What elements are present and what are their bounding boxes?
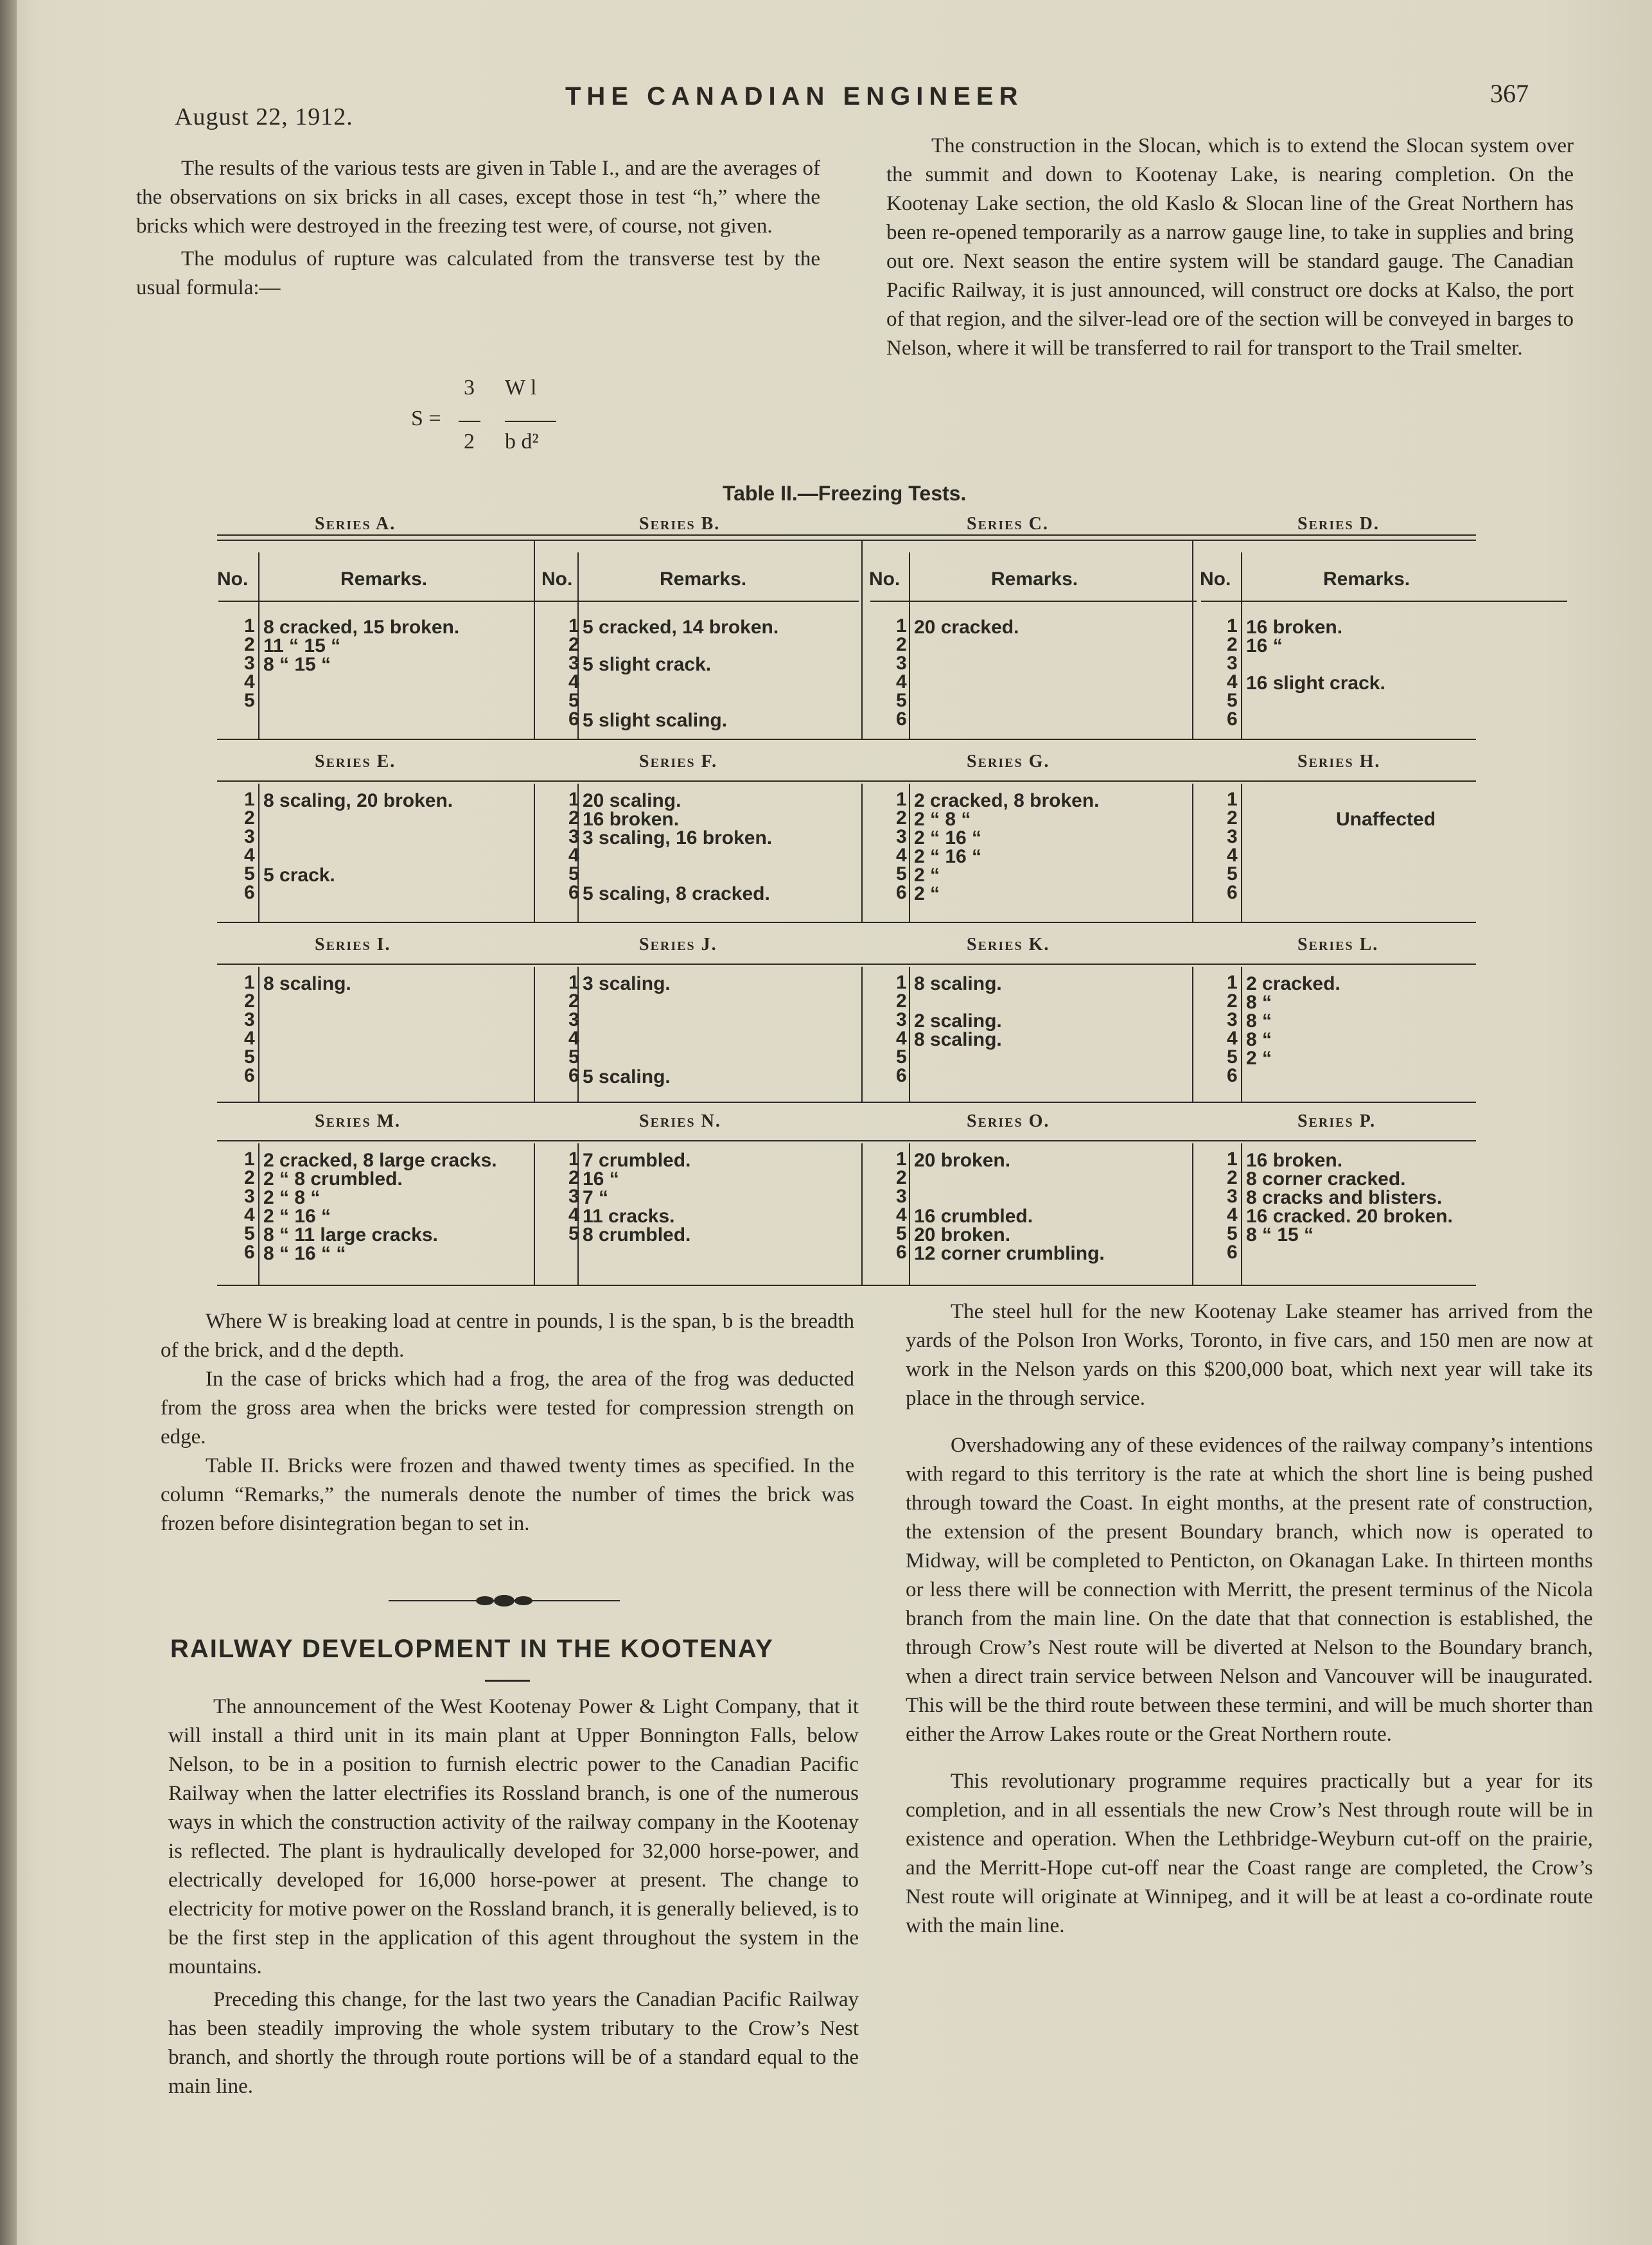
column-header-no: No. [541,568,573,590]
paragraph: The construction in the Slocan, which is to extend the Slocan system over the summit and down to Kootenay Lake, is nearing completion. On the Kootenay Lake section, the old Kaslo & Slocan line of the Great Northern has been re-opened temporarily as a narrow gauge line, to take in supplies and bring out ore. Next season the entire system will be standard gauge. The Canadian Pacific Railway, it is just announced, will construct ore docks at Kalso, the port of that region, and the silver-lead ore of the section will be conveyed in barges to Nelson, where it will be transferred to rail for transport to the Trail smelter. [886,134,1574,360]
band-rule [217,1140,1476,1141]
series-divider [1192,540,1193,739]
band-bottom-rule [217,1102,1476,1103]
top-right-column [886,132,1574,363]
remark-entry: 2 “ [1246,1048,1272,1069]
remark-entry: 8 “ [1246,1029,1272,1050]
row-numbers: 1 2 3 4 5 6 [568,615,579,730]
paragraph: In the case of bricks which had a frog, the area of the frog was deducted from the gross area when the bricks were tested for compression strength on edge. [161,1368,854,1448]
formula-numerator-left: 3 [464,376,475,400]
column-header-remarks: Remarks. [991,568,1078,590]
table-rule [217,534,1476,536]
bottom-right-column [906,1298,1593,1959]
remark-entry: 2 “ 8 crumbled. [263,1168,403,1190]
remark-entry: 5 slight crack. [583,654,712,675]
remark-entry: 8 cracked, 15 broken. [263,617,460,638]
remark-entry: 16 crumbled. [914,1206,1033,1227]
remark-entry: 16 “ [583,1168,619,1190]
series-divider [861,1143,863,1285]
remark-entry: 3 scaling, 16 broken. [583,827,773,849]
row-numbers: 1 2 3 4 5 6 [1227,1149,1238,1263]
railway-article-column [168,1693,859,2101]
remark-entry: 8 “ [1246,992,1272,1013]
row-numbers: 1 2 3 4 5 6 [244,972,255,1086]
column-divider [1241,552,1242,739]
series-divider [861,784,863,922]
remark-entry: 8 scaling. [914,973,1002,994]
series-title: Series N. [639,1111,721,1131]
heading-rule [485,1680,530,1682]
remark-entry: 5 cracked, 14 broken. [583,617,779,638]
remark-entry: 2 cracked. [1246,973,1340,994]
formula-denominator-right: b d² [505,430,539,453]
paragraph: Overshadowing any of these evidences of the railway company’s intentions with regard to this territory is the rate at which the short line is being pushed through toward the Coast. In eight months, at the present rate of construction, the extension of the present Boundary branch, which now is operated to Midway, will be completed to Penticton, on Okanagan Lake. In thirteen months or less there will be connection with Merritt, the present terminus of the Nicola branch from the main line. On the date that that connection is established, the through Crow’s Nest route will be diverted at Nelson to the Boundary branch, when a direct train service between Nelson and Vancouver will be inaugurated. This will be the third route between these termini, and will be much shorter than either the Arrow Lakes route or the Great Northern route. [906,1434,1593,1746]
remark-entry: 16 “ [1246,635,1283,656]
section-ornament [389,1593,620,1608]
paragraph: Where W is breaking load at centre in pounds, l is the span, b is the breadth of the brick, and d the depth. [161,1310,854,1362]
bottom-left-column [161,1307,854,1538]
remark-entry: 2 cracked, 8 large cracks. [263,1150,497,1171]
remark-entry: 5 scaling. [583,1066,671,1087]
row-numbers: 1 2 3 4 5 6 [568,972,579,1086]
series-divider [534,784,535,922]
series-title: Series L. [1297,935,1379,955]
band-rule [217,780,1476,782]
remark-entry: 2 scaling. [914,1010,1002,1032]
band-bottom-rule [217,922,1476,923]
band-bottom-rule [217,1285,1476,1286]
column-divider [909,967,910,1102]
row-numbers: 1 2 3 4 5 6 [244,1149,255,1263]
series-title: Series K. [967,935,1050,955]
remark-entry: 5 slight scaling. [583,710,728,731]
series-divider [534,540,535,739]
column-divider [909,784,910,922]
series-divider [1192,967,1193,1102]
formula-lhs: S = [411,407,441,430]
column-header-remarks: Remarks. [340,568,428,590]
remark-entry: 16 slight crack. [1246,673,1385,694]
column-divider [258,1143,259,1285]
column-divider [1241,784,1242,922]
column-divider [258,552,259,739]
remark-entry: 2 cracked, 8 broken. [914,790,1100,811]
fraction-bar [505,421,556,422]
remark-entry: 8 “ 15 “ [1246,1224,1314,1246]
series-title: Series G. [967,752,1050,771]
series-divider [1192,784,1193,922]
row-numbers: 1 2 3 4 5 6 [1227,615,1238,730]
remark-entry: 8 “ 16 “ “ [263,1243,346,1264]
remark-entry: 20 broken. [914,1150,1011,1171]
row-numbers: 1 2 3 4 5 6 [1227,789,1238,903]
table-rule [217,540,1476,541]
series-title: Series F. [639,752,718,771]
remark-entry: 16 broken. [583,809,680,830]
remark-entry: 20 cracked. [914,617,1019,638]
row-numbers: 1 2 3 4 5 [244,615,255,711]
remark-entry: 2 “ 8 “ [263,1187,321,1208]
modulus-formula [411,376,578,459]
header-rule [1201,601,1567,602]
paragraph: The modulus of rupture was calculated from the transverse test by the usual formula:— [136,247,820,299]
series-title: Series I. [315,935,391,955]
remark-entry: 2 “ 16 “ [914,846,982,867]
remark-entry: Unaffected [1336,809,1436,830]
book-spine-shadow [0,0,17,2245]
remark-entry: 20 scaling. [583,790,681,811]
remark-entry: 12 corner crumbling. [914,1243,1105,1264]
series-divider [534,967,535,1102]
page-number: 367 [1490,79,1529,108]
remark-entry: 5 crack. [263,865,335,886]
column-header-no: No. [1200,568,1231,590]
paragraph: Table II. Bricks were frozen and thawed twenty times as specified. In the column “Remarks,” the numerals denote the number of times the brick was frozen before disintegration began to set in. [161,1454,854,1535]
series-title: Series J. [639,935,717,955]
series-divider [1192,1143,1193,1285]
remark-entry: 8 cracks and blisters. [1246,1187,1443,1208]
header-date: August 22, 1912. [175,103,353,130]
paragraph: The announcement of the West Kootenay Power & Light Company, that it will install a third unit in its main plant at Upper Bonnington Falls, below Nelson, to be in a position to furnish electric power to the Canadian Pacific Railway when the latter electrifies its Rossland branch, is one of the numerous ways in which the construction activity of the railway company in the Kootenay is reflected. The plant is hydraulically developed for 32,000 horse-power, and electrically developed for 16,000 horse-power at present. The change to electricity for motive power on the Rossland branch, it is generally believed, is to be the first step in the application of this agent throughout the system in the mountains. [168,1695,859,1978]
remark-entry: 11 cracks. [583,1206,675,1227]
column-divider [258,967,259,1102]
remark-entry: 5 scaling, 8 cracked. [583,883,770,904]
top-left-column [136,154,820,303]
column-divider [1241,1143,1242,1285]
paragraph: The results of the various tests are given in Table I., and are the averages of the observations on six bricks in all cases, except those in test “h,” where the bricks which were destroyed in the freezing test were, of course, not given. [136,157,820,238]
row-numbers: 1 2 3 4 5 [568,1149,579,1244]
formula-denominator-left: 2 [464,430,475,453]
paragraph: Preceding this change, for the last two years the Canadian Pacific Railway has been steadily improving the whole system tributary to the Crow’s Nest branch, and shortly the through route portions will be of a standard equal to the main line. [168,1988,859,2098]
row-numbers: 1 2 3 4 5 6 [1227,972,1238,1086]
remark-entry: 8 “ 15 “ [263,654,331,675]
row-numbers: 1 2 3 4 5 6 [896,1149,907,1263]
row-numbers: 1 2 3 4 5 6 [244,789,255,903]
remark-entry: 2 “ 16 “ [914,827,982,849]
remark-entry: 11 “ 15 “ [263,635,341,656]
column-header-remarks: Remarks. [1323,568,1410,590]
column-divider [909,552,910,739]
series-divider [534,1143,535,1285]
remark-entry: 16 broken. [1246,1150,1343,1171]
series-title: Series O. [967,1111,1050,1131]
series-title: Series D. [1297,514,1380,534]
remark-entry: 16 broken. [1246,617,1343,638]
series-divider [861,967,863,1102]
paragraph: The steel hull for the new Kootenay Lake steamer has arrived from the yards of the Polson Iron Works, Toronto, in five cars, and 150 men are now at work in the Nelson yards on this $200,000 boat, which next year will take its place in the through service. [906,1300,1593,1410]
row-numbers: 1 2 3 4 5 6 [896,615,907,730]
remark-entry: 8 “ 11 large cracks. [263,1224,438,1246]
remark-entry: 8 corner cracked. [1246,1168,1406,1190]
formula-numerator-right: W l [505,376,537,400]
column-header-no: No. [869,568,901,590]
paragraph: This revolutionary programme requires practically but a year for its completion, and in all essentials the new Crow’s Nest through route will be in existence and operation. When the Lethbridge-Weyburn cut-off on the prairie, and the Merritt-Hope cut-off near the Coast range are completed, the Crow’s Nest route will originate at Winnipeg, and it will be at least a co-ordinate route with the main line. [906,1770,1593,1937]
header-rule [218,601,572,602]
row-numbers: 1 2 3 4 5 6 [896,972,907,1086]
remark-entry: 8 scaling. [263,973,351,994]
series-title: Series M. [315,1111,401,1131]
row-numbers: 1 2 3 4 5 6 [896,789,907,903]
remark-entry: 2 “ 16 “ [263,1206,331,1227]
article-heading: RAILWAY DEVELOPMENT IN THE KOOTENAY [170,1635,774,1663]
remark-entry: 20 broken. [914,1224,1011,1246]
remark-entry: 7 crumbled. [583,1150,691,1171]
series-divider [861,540,863,739]
column-divider [258,784,259,922]
column-divider [1241,967,1242,1102]
remark-entry: 16 cracked. 20 broken. [1246,1206,1453,1227]
series-title: Series E. [315,752,396,771]
remark-entry: 2 “ 8 “ [914,809,971,830]
header-title: THE CANADIAN ENGINEER [565,82,1024,110]
remark-entry: 2 “ [914,883,940,904]
series-title: Series H. [1297,752,1381,771]
row-numbers: 1 2 3 4 5 6 [568,789,579,903]
remark-entry: 8 scaling, 20 broken. [263,790,453,811]
header-rule [870,601,1197,602]
remark-entry: 8 “ [1246,1010,1272,1032]
band-bottom-rule [217,739,1476,740]
band-rule [217,964,1476,965]
fraction-bar [459,421,480,422]
column-header-remarks: Remarks. [660,568,747,590]
column-divider [909,1143,910,1285]
header-rule [543,601,859,602]
series-title: Series P. [1297,1111,1376,1131]
series-title: Series A. [315,514,396,534]
remark-entry: 8 crumbled. [583,1224,691,1246]
column-header-no: No. [217,568,249,590]
series-title: Series C. [967,514,1049,534]
remark-entry: 2 “ [914,865,940,886]
remark-entry: 8 scaling. [914,1029,1002,1050]
series-title: Series B. [639,514,721,534]
remark-entry: 7 “ [583,1187,609,1208]
remark-entry: 3 scaling. [583,973,671,994]
table-title: Table II.—Freezing Tests. [723,482,967,505]
